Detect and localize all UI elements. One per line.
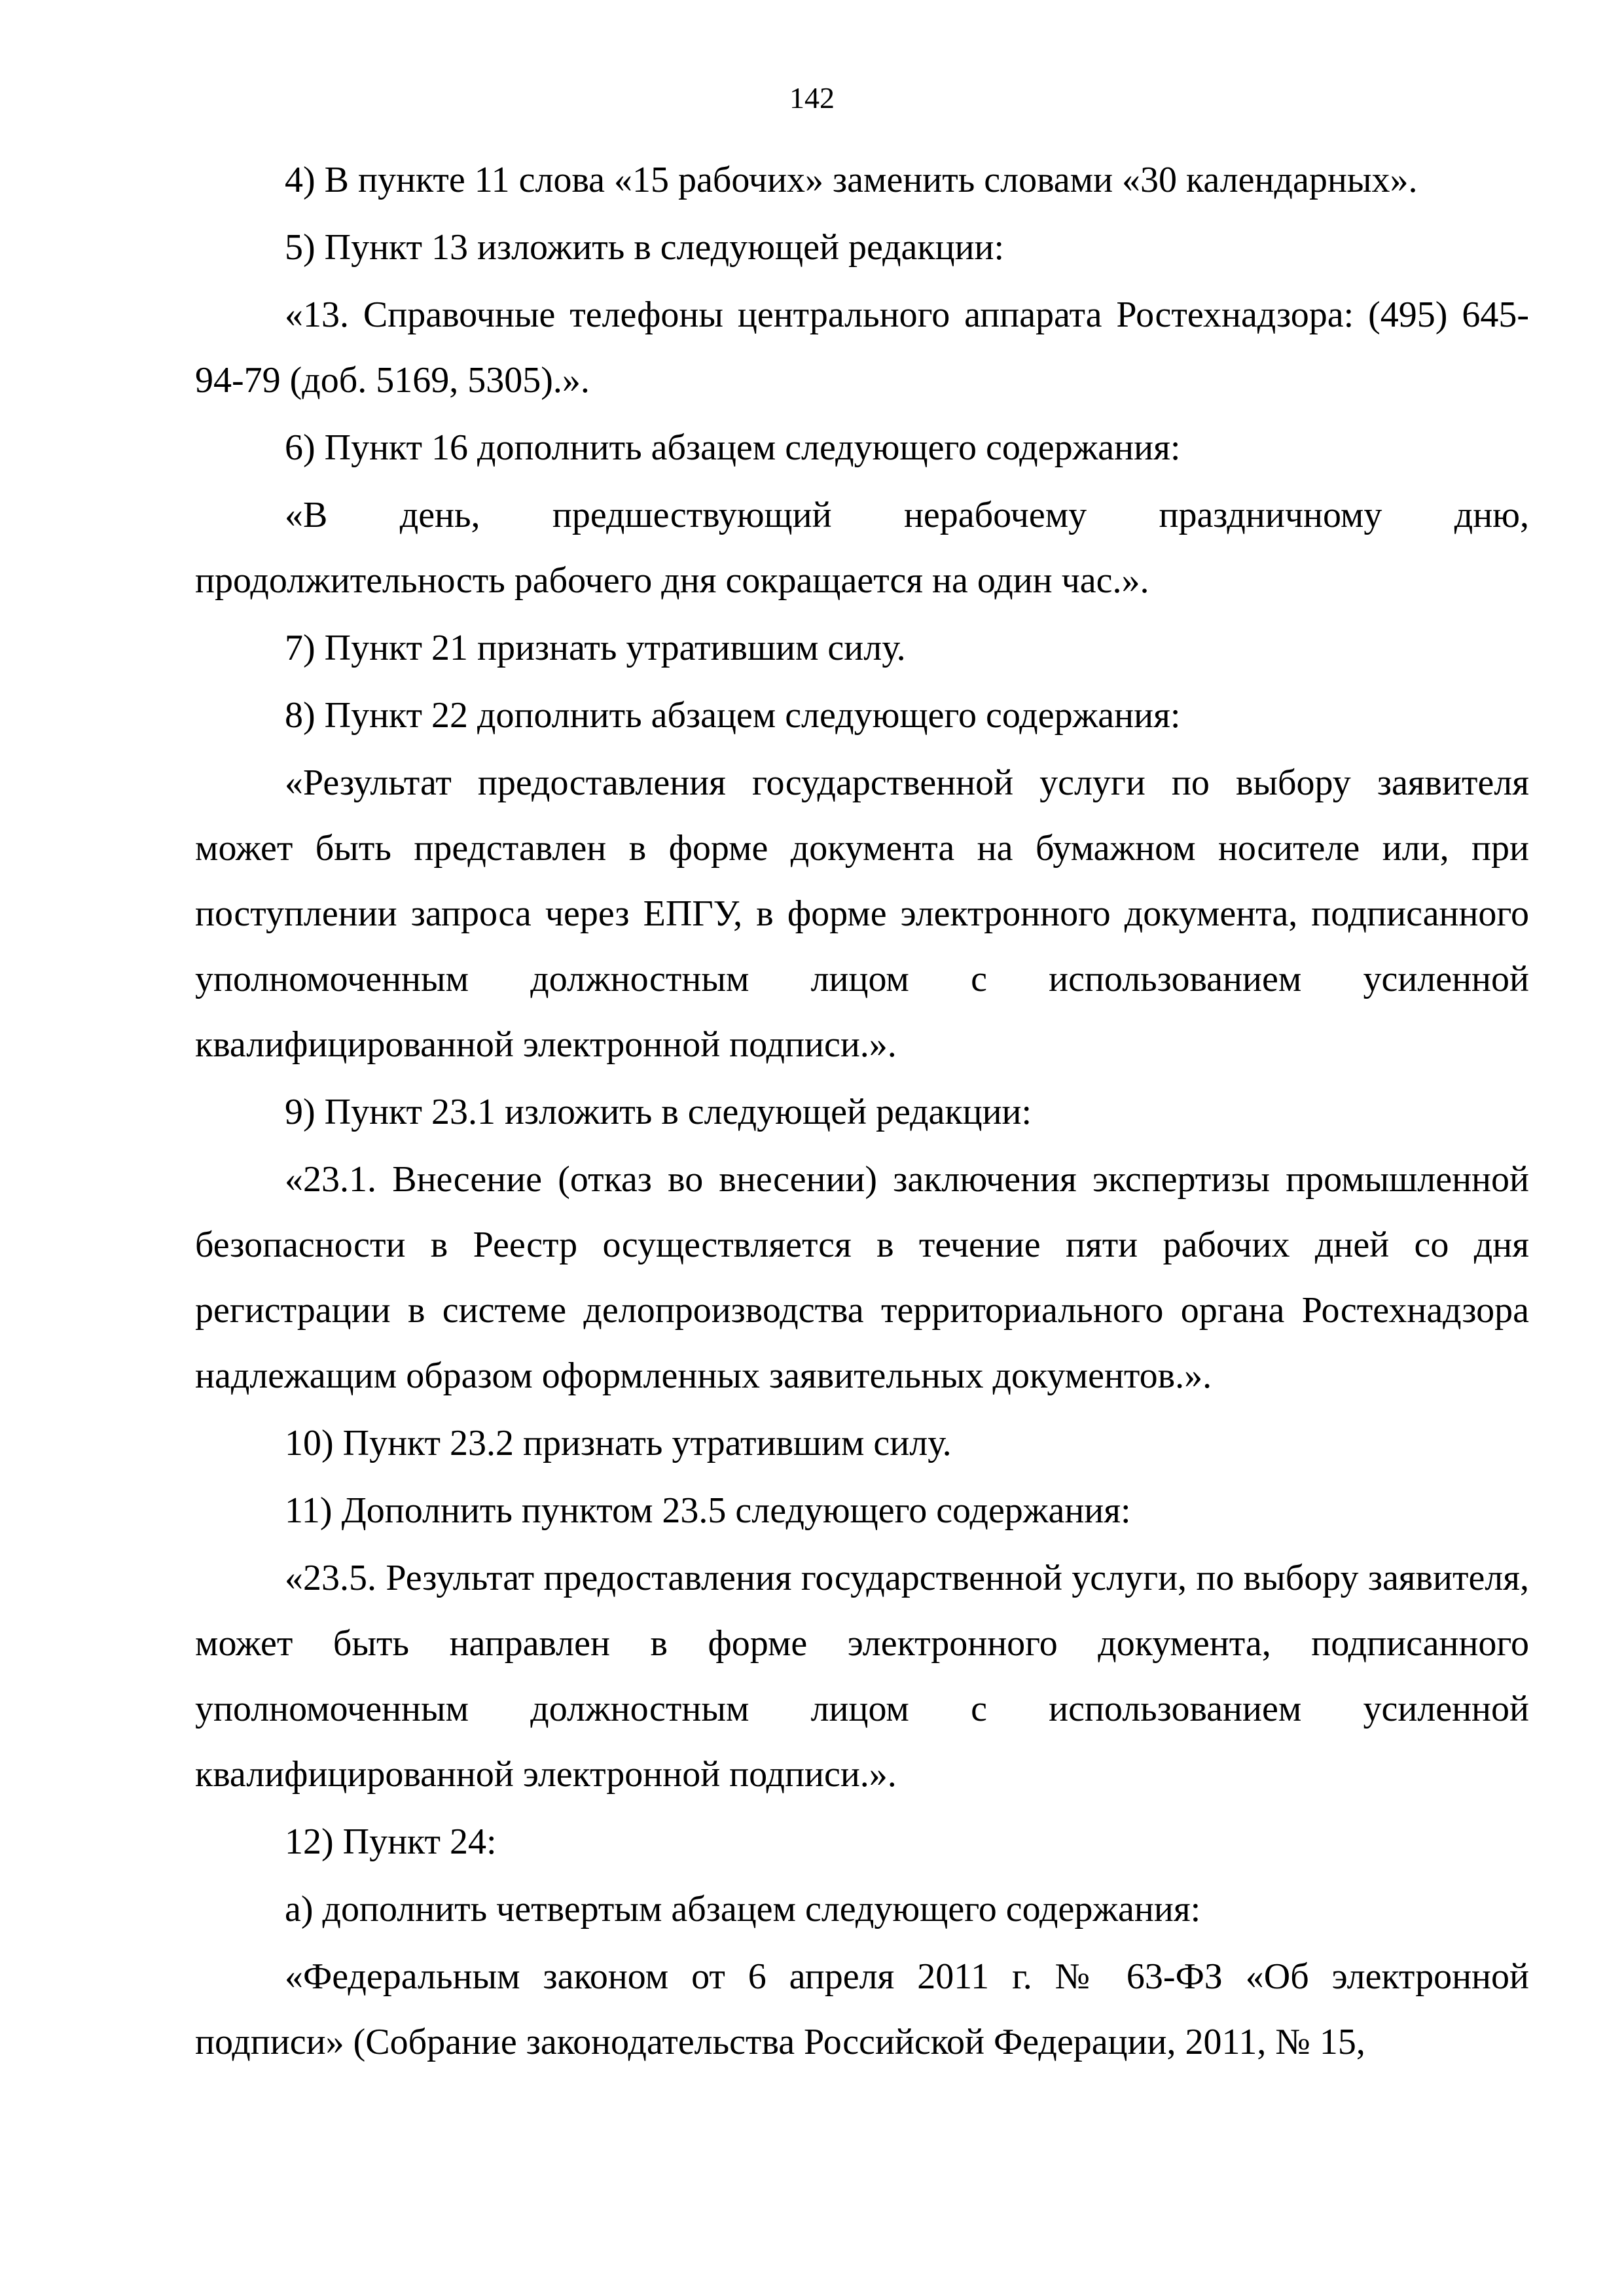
paragraph-item-10: 10) Пункт 23.2 признать утратившим силу. [285,1423,952,1463]
paragraph-item-23-1-text: «23.1. Внесение (отказ во внесении) заключения экспертизы промышленной безопасности в Реестр осуществляется в течение пяти рабочих дней со дня регистрации в системе делопроизводства территориального органа Ростехнадзора надлежащим образом оформленных заявительных документов.». [195,1159,1529,1396]
paragraph-item-6: 6) Пункт 16 дополнить абзацем следующего содержания: [285,427,1181,468]
paragraph-item-23-5-text: «23.5. Результат предоставления государственной услуги, по выбору заявителя, может быть направлен в форме электронного документа, подписанного уполномоченным должностным лицом с использованием усиленной квалифицированной электронной подписи.». [195,1558,1529,1795]
paragraph-federal-law-text: «Федеральным законом от 6 апреля 2011 г. № 63-ФЗ «Об электронной подписи» (Собрание законодательства Российской Федерации, 2011, № 15, [195,1956,1529,2062]
page-number: 142 [789,81,835,115]
paragraph-item-7: 7) Пункт 21 признать утратившим силу. [285,628,906,668]
paragraph-item-8: 8) Пункт 22 дополнить абзацем следующего содержания: [285,695,1181,736]
paragraph-item-16-text: «В день, предшествующий нерабочему праздничному дню, продолжительность рабочего дня сокращается на один час.». [195,495,1529,601]
paragraph-item-13-text: «13. Справочные телефоны центрального аппарата Ростехнадзора: (495) 645-94-79 (доб. 5169, 5305).». [195,295,1529,401]
document-body [195,147,1529,2075]
paragraph-item-22-text: «Результат предоставления государственной услуги по выбору заявителя может быть представлен в форме документа на бумажном носителе или, при поступлении запроса через ЕПГУ, в форме электронного документа, подписанного уполномоченным должностным лицом с использованием усиленной квалифицированной электронной подписи.». [195,762,1529,1065]
paragraph-item-5: 5) Пункт 13 изложить в следующей редакции: [285,227,1005,268]
paragraph-item-12-a: а) дополнить четвертым абзацем следующего содержания: [285,1889,1201,1929]
paragraph-item-11: 11) Дополнить пунктом 23.5 следующего содержания: [285,1490,1131,1531]
paragraph-item-12: 12) Пункт 24: [285,1821,497,1862]
paragraph-item-4: 4) В пункте 11 слова «15 рабочих» заменить словами «30 календарных». [285,160,1418,200]
paragraph-item-9: 9) Пункт 23.1 изложить в следующей редакции: [285,1092,1032,1132]
